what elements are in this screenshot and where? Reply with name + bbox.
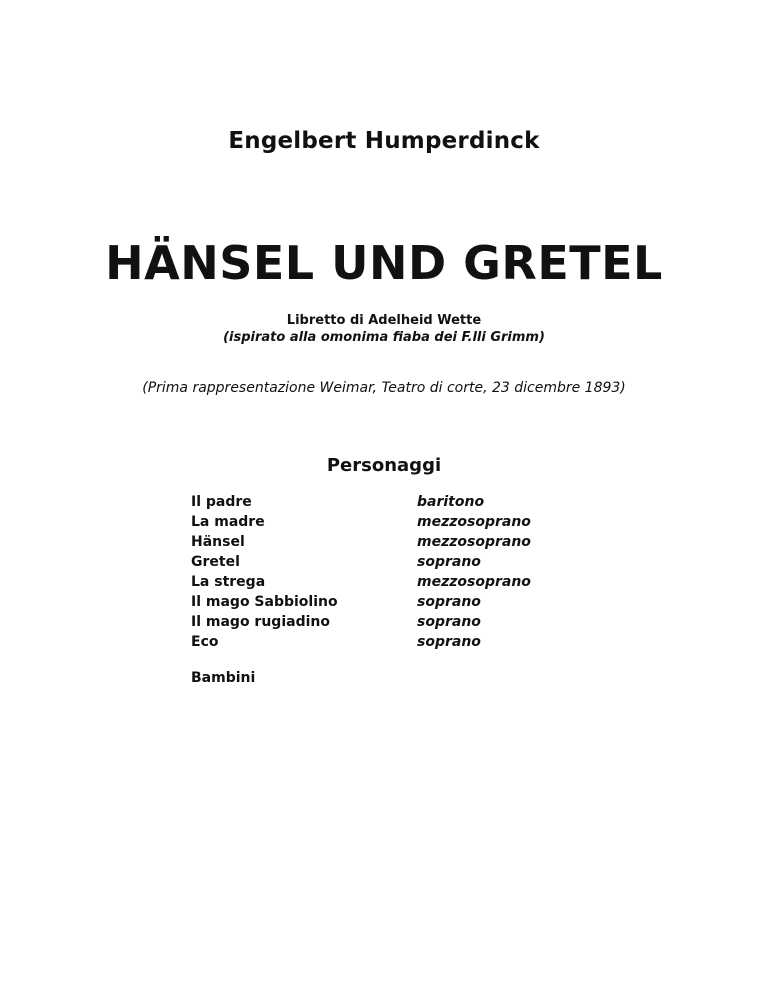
cast-row	[191, 532, 591, 552]
cast-row	[191, 592, 591, 612]
premiere-note: (Prima rappresentazione Weimar, Teatro di corte, 23 dicembre 1893)	[142, 380, 626, 396]
chorus-children: Bambini	[191, 670, 256, 686]
characters-heading: Personaggi	[326, 455, 442, 476]
voice-type: mezzosoprano	[417, 574, 531, 590]
character-role: Il mago rugiadino	[191, 614, 330, 630]
character-role: Gretel	[191, 554, 240, 570]
libretto-source: (ispirato alla omonima fiaba dei F.lli Grimm)	[223, 330, 545, 345]
cast-row	[191, 632, 591, 652]
voice-type: soprano	[417, 554, 481, 570]
voice-type: soprano	[417, 634, 481, 650]
opera-title: HÄNSEL UND GRETEL	[105, 236, 663, 290]
voice-type: mezzosoprano	[417, 514, 531, 530]
character-role: Hänsel	[191, 534, 245, 550]
character-role: Il padre	[191, 494, 252, 510]
cast-row	[191, 492, 591, 512]
cast-row	[191, 572, 591, 592]
composer-name: Engelbert Humperdinck	[228, 128, 540, 154]
character-role: Eco	[191, 634, 219, 650]
cast-row	[191, 512, 591, 532]
character-role: La madre	[191, 514, 265, 530]
cast-list	[191, 492, 591, 652]
voice-type: soprano	[417, 594, 481, 610]
voice-type: mezzosoprano	[417, 534, 531, 550]
character-role: Il mago Sabbiolino	[191, 594, 338, 610]
voice-type: baritono	[417, 494, 485, 510]
cast-row	[191, 612, 591, 632]
character-role: La strega	[191, 574, 266, 590]
libretto-credit	[0, 312, 768, 346]
voice-type: soprano	[417, 614, 481, 630]
cast-row	[191, 552, 591, 572]
libretto-author: Libretto di Adelheid Wette	[286, 313, 482, 328]
